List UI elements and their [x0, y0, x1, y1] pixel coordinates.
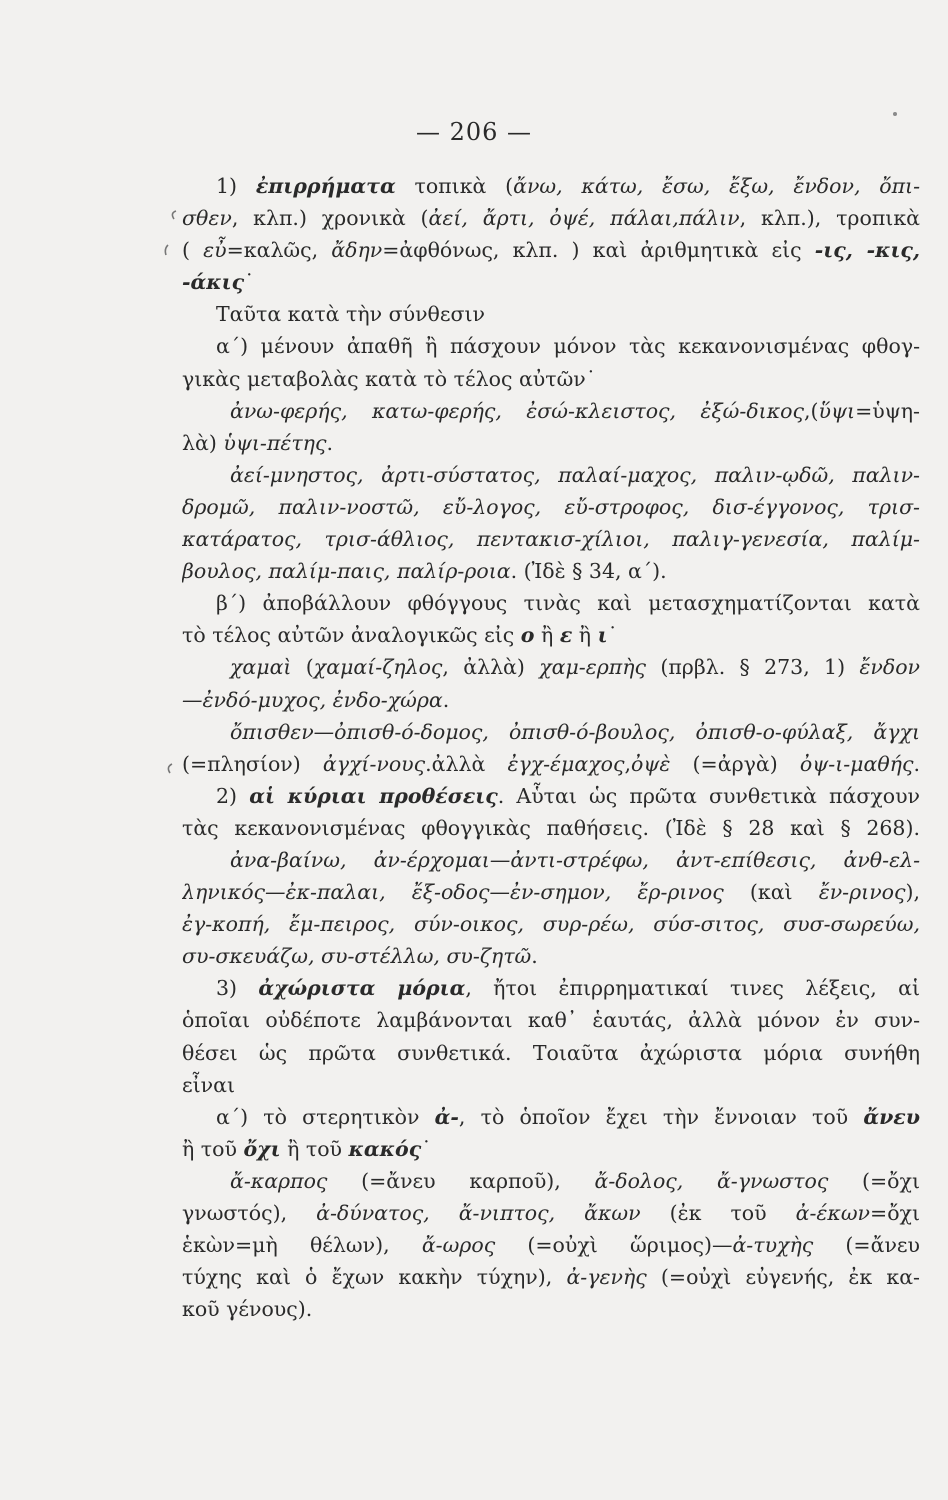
text-run: ),	[905, 880, 920, 905]
text-run: κοῦ γένους).	[182, 1297, 313, 1322]
text-run: (ἐκ τοῦ	[640, 1201, 796, 1225]
text-run: λὰ)	[182, 430, 224, 455]
text-line	[182, 972, 920, 1004]
text-line	[182, 459, 920, 491]
text-run: , κλπ.) χρονικὰ (	[231, 206, 429, 231]
text-run: τύχης καὶ ὁ ἔχων κακὴν τύχην),	[182, 1265, 567, 1290]
text-line	[182, 170, 920, 202]
text-run: (=οὐχὶ εὐγενής, ἐκ κα-	[646, 1265, 920, 1290]
text-run: =ὄχι	[870, 1201, 920, 1225]
italic-word: ἀγχί-νους	[322, 751, 426, 776]
italic-word: ἀεί, ἄρτι, ὀψέ, πάλαι,πάλιν	[428, 206, 740, 231]
text-run: .	[326, 430, 333, 455]
text-run: (=ἄνευ καρποῦ),	[327, 1168, 595, 1193]
text-line	[182, 427, 920, 459]
text-line	[182, 1229, 920, 1261]
text-line	[182, 395, 920, 427]
text-run: ˙	[421, 1136, 432, 1161]
bold-term: ὄχι	[243, 1136, 281, 1161]
italic-word: χαμ-ερπὴς	[539, 655, 647, 680]
text-run: ,	[624, 751, 631, 776]
text-run: α΄) μένουν ἀπαθῆ ἢ πάσχουν μόνον τὰς κεκανονισμένας φθογ-	[216, 334, 920, 359]
italic-word: εὖ	[203, 238, 227, 263]
text-run: , τὸ ὁποῖον ἔχει τὴν ἔννοιαν τοῦ	[458, 1104, 864, 1129]
text-run: τὰς κεκανονισμένας φθογγικὰς παθήσεις. (Ἰδὲ § 28 καὶ § 268).	[182, 815, 920, 840]
text-run: (πρβλ. § 273, 1)	[646, 655, 860, 680]
page-number: — 206 —	[415, 118, 533, 146]
italic-word: δρομῶ, παλιν-νοστῶ, εὔ-λογος, εὔ-στροφος, δισ-έγγονος, τρισ-	[182, 494, 920, 519]
italic-word: ἄνω, κάτω, ἔσω, ἔξω, ἔνδον, ὄπι-	[513, 174, 920, 198]
text-run: . (Ἰδὲ § 34, α΄).	[510, 559, 667, 584]
page-body-text	[182, 170, 920, 1325]
text-line	[182, 1004, 920, 1036]
text-line	[182, 1165, 920, 1197]
italic-word: ἄ-καρπος	[230, 1168, 328, 1193]
text-line	[182, 651, 920, 683]
text-run: ˙	[607, 623, 618, 648]
italic-word: ἀ-έκων	[795, 1201, 871, 1225]
text-run: , ἤτοι ἐπιρρηματικαί τινες λέξεις, αἱ	[465, 976, 920, 1001]
text-line	[182, 876, 920, 908]
text-line	[182, 1101, 920, 1133]
text-run: τοπικὰ (	[395, 174, 514, 198]
italic-word: ἄ-δολος, ἄ-γνωστος	[594, 1168, 829, 1193]
italic-word: βουλος, παλίμ-παις, παλίρ-ροια	[182, 559, 511, 584]
italic-word: ἀ-γενὴς	[566, 1265, 647, 1290]
italic-word: ἐγχ-έμαχος	[507, 751, 625, 776]
text-run: =ὑψη-	[855, 398, 920, 423]
text-line	[182, 844, 920, 876]
text-run: (=ὄχι	[828, 1168, 920, 1193]
bold-term: ι	[597, 623, 608, 648]
text-run: 2)	[216, 783, 250, 808]
text-run: .ἀλλὰ	[425, 751, 508, 776]
text-line	[182, 202, 920, 234]
text-run: (=ἀργὰ)	[670, 751, 800, 776]
bold-term: ἐπιρρήματα	[255, 174, 396, 198]
italic-word: ἄ-ωρος	[421, 1233, 496, 1258]
italic-word: ἀεί-μνηστος, ἀρτι-σύστατος, παλαί-μαχος, παλιν-ῳδῶ, παλιν-	[230, 462, 920, 487]
text-line	[182, 908, 920, 940]
text-line	[182, 1261, 920, 1293]
text-line	[182, 1133, 920, 1165]
italic-word: κατάρατος, τρισ-άθλιος, πεντακισ-χίλιοι, παλιγ-γενεσία, παλίμ-	[182, 527, 920, 552]
italic-word: ὕψι	[818, 398, 856, 423]
text-line	[182, 1197, 920, 1229]
bold-term: αἱ κύριαι προθέσεις	[249, 783, 498, 808]
text-line	[182, 298, 920, 330]
text-line	[182, 940, 920, 972]
text-line	[182, 716, 920, 748]
italic-word: ἔνδον	[859, 655, 920, 680]
text-run: εἶναι	[182, 1072, 236, 1097]
text-line	[182, 491, 920, 523]
text-line	[182, 1037, 920, 1069]
text-run: γνωστός),	[182, 1201, 317, 1225]
text-run: 3)	[216, 976, 259, 1001]
bold-term: ἀ-	[434, 1104, 459, 1129]
text-run: (	[291, 655, 314, 680]
text-run: 1)	[216, 174, 256, 198]
text-line	[182, 363, 920, 395]
italic-word: συ-σκευάζω, συ-στέλλω, συ-ζητῶ	[182, 944, 532, 969]
italic-word: ἀ-δύνατος, ἄ-νιπτος, ἄκων	[316, 1201, 641, 1225]
italic-word: σθεν	[182, 206, 232, 231]
text-line	[182, 619, 920, 651]
italic-word: ὑψι-πέτης	[223, 430, 327, 455]
text-run: . Αὗται ὡς πρῶτα συνθετικὰ πάσχουν	[497, 783, 920, 808]
bold-term: κακός	[348, 1136, 422, 1161]
italic-word: ὀψ-ι-μαθής	[799, 751, 914, 776]
text-run: Ταῦτα κατὰ τὴν σύνθεσιν	[216, 302, 486, 327]
italic-word: ἀνω-φερής, κατω-φερής, ἐσώ-κλειστος, ἐξώ-δικος	[230, 398, 804, 423]
bold-term: ἀχώριστα μόρια	[258, 976, 466, 1001]
text-run: τὸ τέλος αὐτῶν ἀναλογικῶς εἰς	[182, 623, 521, 648]
text-run: (	[182, 238, 204, 263]
text-line	[182, 555, 920, 587]
text-line	[182, 266, 920, 298]
text-run: (καὶ	[723, 880, 819, 905]
text-line	[182, 523, 920, 555]
text-line	[182, 812, 920, 844]
text-line	[182, 587, 920, 619]
italic-word: ληνικός—ἐκ-παλαι, ἔξ-οδος—ἐν-σημον, ἔρ-ρινος	[182, 880, 724, 905]
text-run: ἑκὼν=μὴ θέλων),	[182, 1233, 422, 1258]
text-run: (=πλησίον)	[182, 751, 323, 776]
text-run: ἢ τοῦ	[280, 1136, 349, 1161]
text-run: ὁποῖαι οὐδέποτε λαμβάνονται καθ᾽ ἑαυτάς, ἀλλὰ μόνον ἐν συν-	[182, 1008, 920, 1033]
text-line	[182, 748, 920, 780]
text-run: ,(	[803, 398, 819, 423]
italic-word: ὄπισθεν—ὀπισθ-ό-δομος, ὀπισθ-ό-βουλος, ὀπισθ-ο-φύλαξ, ἄγχι	[230, 719, 920, 744]
text-run: α΄) τὸ στερητικὸν	[216, 1104, 435, 1129]
bold-term: ο	[520, 623, 535, 648]
text-line	[182, 330, 920, 362]
text-run: θέσει ὡς πρῶτα συνθετικά. Τοιαῦτα ἀχώριστα μόρια συνήθη	[182, 1040, 920, 1065]
italic-word: ἀνα-βαίνω, ἀν-έρχομαι—ἀντι-στρέφω, ἀντ-επίθεσις, ἀνθ-ελ-	[230, 847, 920, 872]
text-run: γικὰς μεταβολὰς κατὰ τὸ τέλος αὐτῶν˙	[182, 366, 597, 391]
text-run: .	[442, 687, 450, 712]
italic-word: —ἐνδό-μυχος, ἐνδο-χώρα	[182, 687, 443, 712]
text-run: ἢ τοῦ	[182, 1136, 244, 1161]
bold-term: ε	[559, 623, 573, 648]
text-run: =ἀφθόνως, κλπ. ) καὶ ἀριθμητικὰ εἰς	[382, 238, 815, 263]
text-run: .	[913, 751, 920, 776]
bold-term: ἄνευ	[863, 1104, 920, 1129]
text-run: =καλῶς,	[226, 238, 332, 263]
text-run: ἢ	[572, 623, 598, 648]
text-run: ἢ	[534, 623, 560, 648]
text-line	[182, 1293, 920, 1325]
text-run: (=οὐχὶ ὥριμος)—	[495, 1233, 733, 1258]
italic-word: ὀψὲ	[631, 751, 671, 776]
bold-term: -ις, -κις,	[814, 238, 920, 263]
italic-word: χαμαί-ζηλος	[313, 655, 443, 680]
text-run: .	[531, 944, 538, 969]
italic-word: ἐγ-κοπή, ἔμ-πειρος, σύν-οικος, συρ-ρέω, σύσ-σιτος, συσ-σωρεύω,	[182, 912, 920, 937]
italic-word: χαμαὶ	[230, 655, 292, 680]
italic-word: ἔν-ρινος	[818, 880, 906, 905]
text-line	[182, 780, 920, 812]
text-line	[182, 234, 920, 266]
text-line	[182, 684, 920, 716]
text-run: ˙	[244, 270, 255, 295]
italic-word: ἄδην	[331, 238, 383, 263]
text-line	[182, 1069, 920, 1101]
text-run: (=ἄνευ	[813, 1233, 920, 1258]
text-run: β΄) ἀποβάλλουν φθόγγους τινὰς καὶ μετασχηματίζονται κατὰ	[216, 591, 920, 616]
italic-word: ἀ-τυχὴς	[732, 1233, 814, 1258]
bold-term: -άκις	[182, 270, 245, 295]
text-run: , κλπ.), τροπικὰ	[739, 206, 920, 231]
text-run: , ἀλλὰ)	[442, 655, 540, 680]
